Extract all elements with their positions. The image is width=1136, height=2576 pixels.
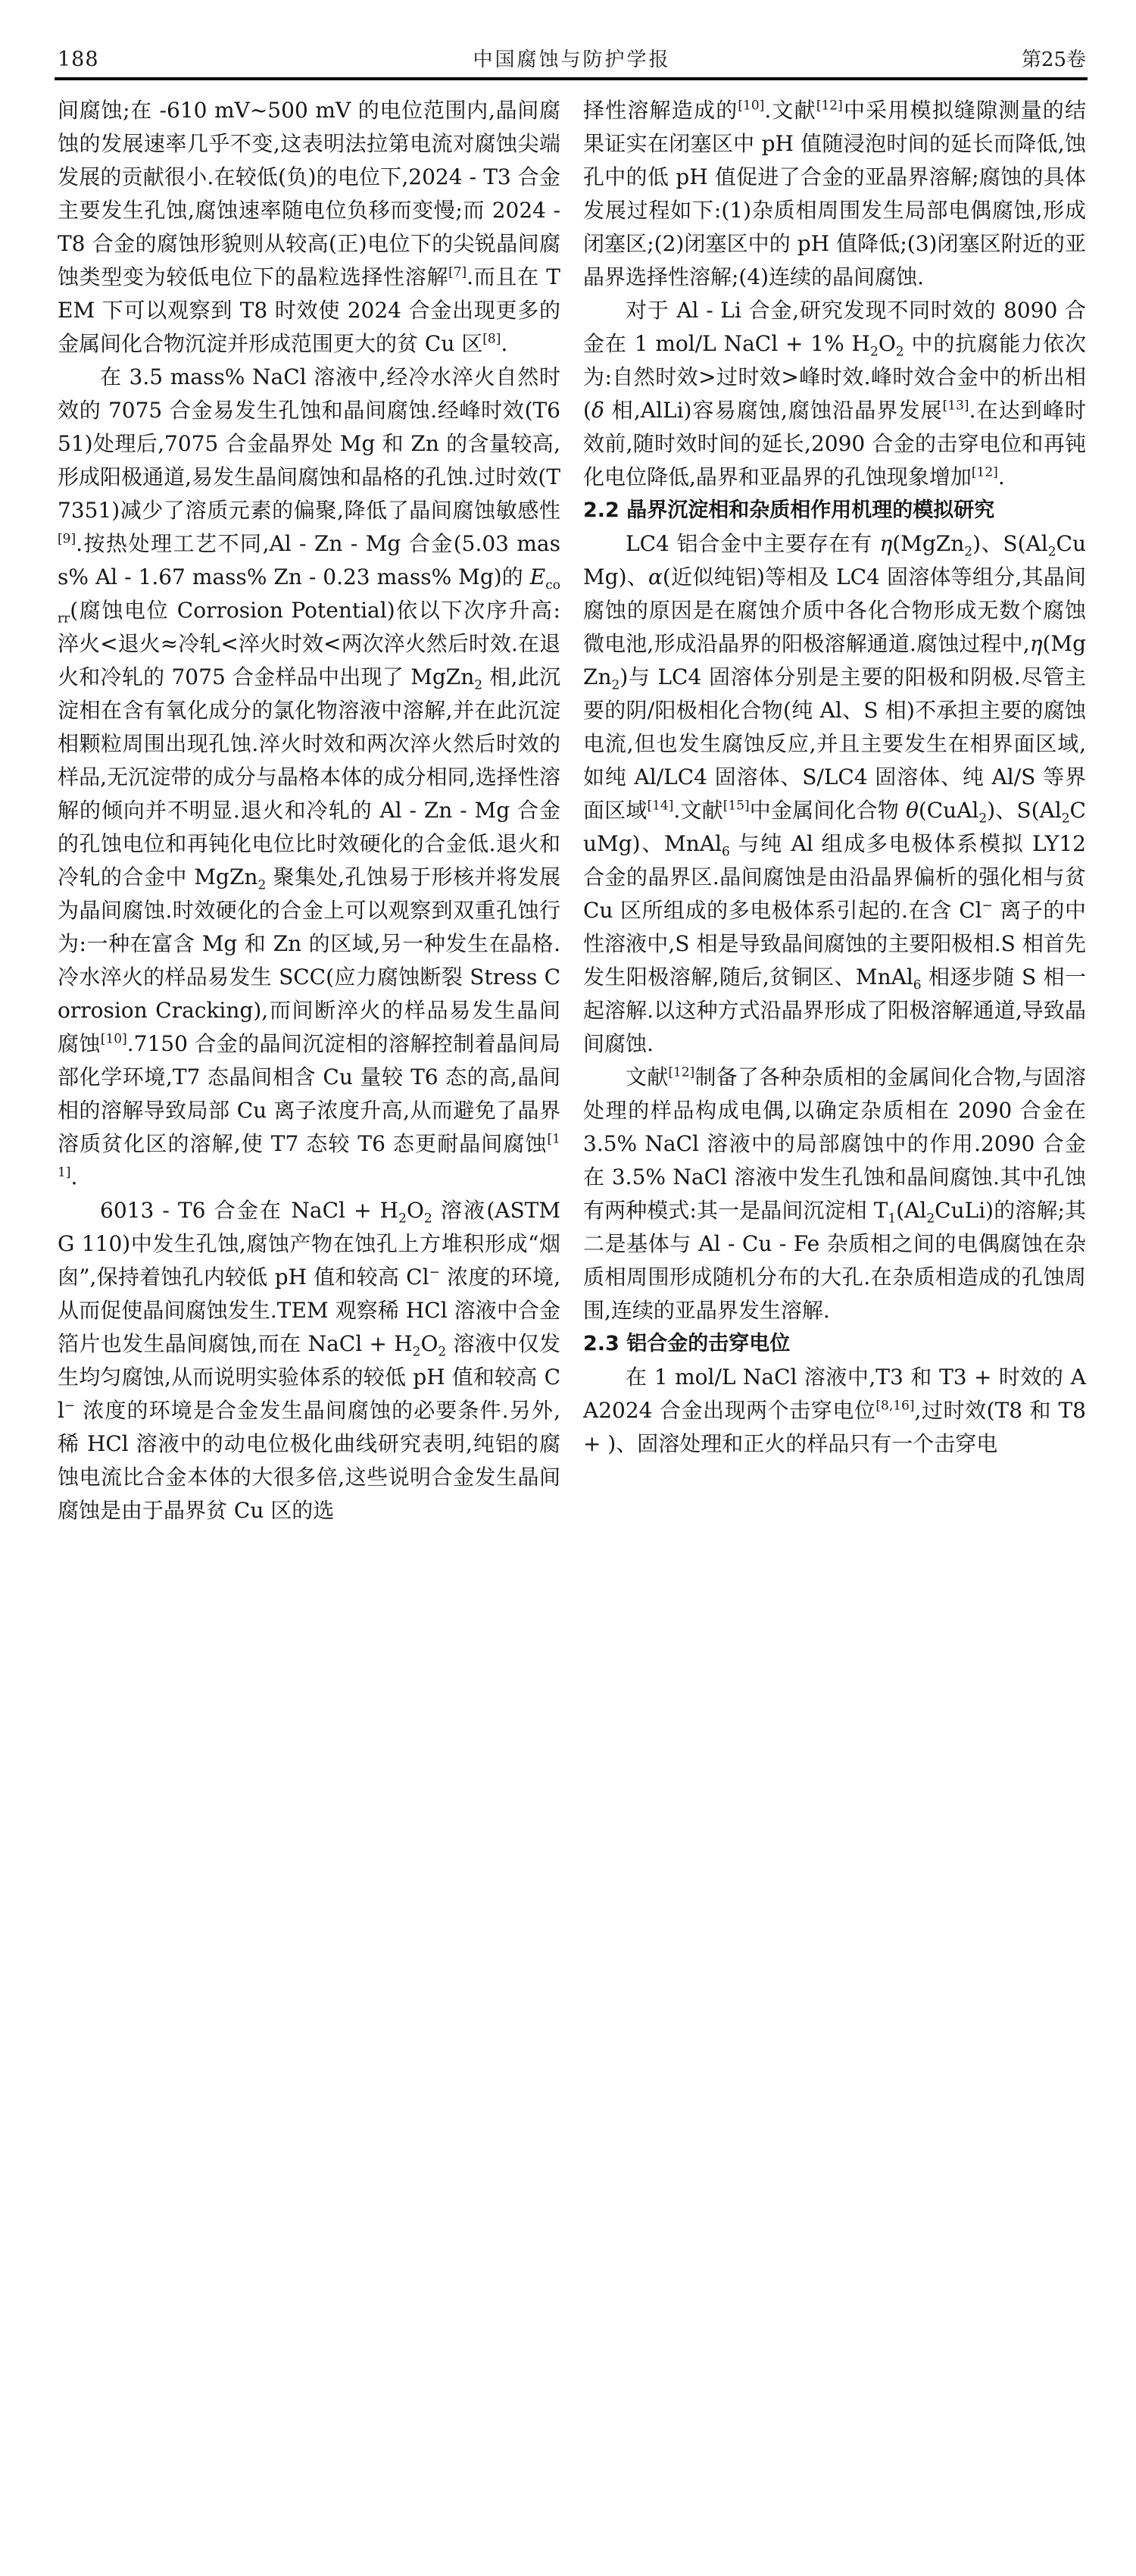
superscript: [12] (971, 464, 998, 480)
subscript: 2 (869, 344, 879, 360)
superscript: − (64, 1398, 76, 1414)
subscript: corr (58, 577, 560, 627)
superscript: [7] (448, 264, 467, 280)
header-rule (55, 77, 1088, 80)
paragraph: 6013 - T6 合金在 NaCl + $H_2O_2$ 溶液(ASTM G 110)中发生孔蚀,腐蚀产物在蚀孔上方堆积形成“烟囱”,保持着蚀孔内较低 pH 值和较高 Cl− 浓度的环境,从而促使晶间腐蚀发生.TEM 观察稀 HCl 溶液中合金箔片也发生晶间腐蚀,而在 NaCl + $H_2O_2$ 溶液中仅发生均匀腐蚀,从而说明实验体系的较低 pH 值和较高 Cl− 浓度的环境是合金发生晶间腐蚀的必要条件.另外,稀 HCl 溶液中的动电位极化曲线研究表明,纯铝的腐蚀电流比合金本体的大很多倍,这些说明合金发生晶间腐蚀是由于晶界贫 Cu 区的选 (58, 1198, 560, 1523)
subscript: 2 (474, 677, 483, 693)
subscript: 2 (1061, 811, 1070, 827)
superscript: [8,16] (875, 1398, 915, 1414)
superscript: [9] (58, 531, 76, 547)
paragraph: 择性溶解造成的[10].文献[12]中采用模拟缝隙测量的结果证实在闭塞区中 pH 值随浸泡时间的延长而降低,蚀孔中的低 pH 值促进了合金的亚晶界溶解;腐蚀的具体发展过程如下:(1)杂质相周围发生局部电偶腐蚀,形成闭塞区;(2)闭塞区中的 pH 值降低;(3)闭塞区附近的亚晶界选择性溶解;(4)连续的晶间腐蚀. (583, 98, 1086, 289)
superscript: [12] (816, 98, 843, 114)
subscript: 2 (257, 877, 267, 893)
superscript: − (429, 1265, 440, 1280)
superscript: − (982, 898, 993, 914)
superscript: [12] (668, 1064, 695, 1080)
superscript: [13] (942, 398, 969, 414)
paragraph: 间腐蚀;在 -610 mV~500 mV 的电位范围内,晶间腐蚀的发展速率几乎不变,这表明法拉第电流对腐蚀尖端发展的贡献很小.在较低(负)的电位下,2024 - T3 合金主要发生孔蚀,腐蚀速率随电位负移而变慢;而 2024 - T8 合金的腐蚀形貌则从较高(正)电位下的尖锐晶间腐蚀类型变为较低电位下的晶粒选择性溶解[7].而且在 TEM 下可以观察到 T8 时效使 2024 合金出现更多的金属间化合物沉淀并形成范围更大的贫 Cu 区[8]. (58, 98, 560, 356)
italic-symbol: η (879, 531, 893, 556)
paragraph: LC4 铝合金中主要存在有 η(MgZn$_2$)、$S(Al_2CuMg)$、α(近似纯铝)等相及 LC4 固溶体等组分,其晶间腐蚀的原因是在腐蚀介质中各化合物形成无数个腐蚀微电池,形成沿晶界的阳极溶解通道.腐蚀过程中,η(MgZn$_2$)与 LC4 固溶体分别是主要的阳极和阴极.尽管主要的阴/阳极相化合物(纯 Al、S 相)不承担主要的腐蚀电流,但也发生腐蚀反应,并且主要发生在相界面区域,如纯 Al/LC4 固溶体、S/LC4 固溶体、纯 Al/S 等界面区域[14].文献[15]中金属间化合物 θ(CuAl$_2$)、$S(Al_2CuMg)$、MnAl$_6$ 与纯 Al 组成多电极体系模拟 LY12 合金的晶界区.晶间腐蚀是由沿晶界偏析的强化相与贫 Cu 区所组成的多电极体系引起的.在含 Cl− 离子的中性溶液中,S 相是导致晶间腐蚀的主要阳极相.S 相首先发生阳极溶解,随后,贫铜区、MnAl$_6$ 相逐步随 S 相一起溶解.以这种方式沿晶界形成了阳极溶解通道,导致晶间腐蚀. (583, 531, 1086, 1056)
volume-label: 第25卷 (1021, 48, 1086, 71)
section-heading: 2.3 铝合金的击穿电位 (583, 1332, 791, 1355)
left-column (58, 94, 560, 1527)
superscript: [15] (722, 798, 750, 814)
subscript: 2 (1047, 544, 1056, 560)
superscript: [10] (100, 1031, 127, 1047)
subscript: 2 (438, 1344, 447, 1360)
page-number: 188 (58, 48, 99, 71)
superscript: [10] (738, 98, 765, 114)
subscript: 6 (913, 977, 922, 993)
subscript: 2 (423, 1211, 432, 1227)
subscript: 2 (926, 1211, 935, 1227)
subscript: 6 (721, 844, 730, 860)
section-heading: 2.2 晶界沉淀相和杂质相作用机理的模拟研究 (583, 499, 995, 522)
subscript: 2 (412, 1344, 421, 1360)
right-column (583, 94, 1086, 1527)
page-header (58, 47, 1086, 73)
italic-symbol: θ (905, 798, 919, 823)
superscript: [14] (647, 798, 674, 814)
paragraph: 在 3.5 mass% NaCl 溶液中,经冷水淬火自然时效的 7075 合金易发生孔蚀和晶间腐蚀.经峰时效(T651)处理后,7075 合金晶界处 Mg 和 Zn 的含量较高,形成阳极通道,易发生晶间腐蚀和晶格的孔蚀.过时效(T7351)减少了溶质元素的偏聚,降低了晶间腐蚀敏感性[9].按热处理工艺不同,Al - Zn - Mg 合金(5.03 mass% Al - 1.67 mass% Zn - 0.23 mass% Mg)的 $E_{corr}$(腐蚀电位 Corrosion Potential)依以下次序升高:淬火<退火≈冷轧<淬火时效<两次淬火然后时效.在退火和冷轧的 7075 合金样品中出现了 MgZn$_2$ 相,此沉淀相在含有氧化成分的氯化物溶液中溶解,并在此沉淀相颗粒周围出现孔蚀.淬火时效和两次淬火然后时效的样品,无沉淀带的成分与晶格本体的成分相同,选择性溶解的倾向并不明显.退火和冷轧的 Al - Zn - Mg 合金的孔蚀电位和再钝化电位比时效硬化的合金低.退火和冷轧的合金中 MgZn$_2$ 聚集处,孔蚀易于形核并将发展为晶间腐蚀.时效硬化的合金上可以观察到双重孔蚀行为:一种在富含 Mg 和 Zn 的区域,另一种发生在晶格.冷水淬火的样品易发生 SCC(应力腐蚀断裂 Stress Corrosion Cracking),而间断淬火的样品易发生晶间腐蚀[10].7150 合金的晶间沉淀相的溶解控制着晶间局部化学环境,T7 态晶间相含 Cu 量较 T6 态的高,晶间相的溶解导致局部 Cu 离子浓度升高,从而避免了晶界溶质贫化区的溶解,使 T7 态较 T6 态更耐晶间腐蚀[11]. (58, 364, 561, 1190)
superscript: [11] (58, 1131, 560, 1180)
subscript: 1 (888, 1211, 897, 1227)
subscript: 2 (611, 677, 620, 693)
italic-symbol: α (648, 564, 663, 589)
italic-symbol: η (1029, 631, 1043, 656)
italic-symbol: E (529, 564, 546, 589)
italic-symbol: δ (591, 398, 604, 423)
paragraph: 文献[12]制备了各种杂质相的金属间化合物,与固溶处理的样品构成电偶,以确定杂质相在 2090 合金在 3.5% NaCl 溶液中的局部腐蚀中的作用.2090 合金在 3.5% NaCl 溶液中发生孔蚀和晶间腐蚀.其中孔蚀有两种模式:其一是晶间沉淀相 $T_1(Al_2CuLi)$的溶解;其二是基体与 Al - Cu - Fe 杂质相之间的电偶腐蚀在杂质相周围形成随机分布的大孔.在杂质相造成的孔蚀周围,连续的亚晶界发生溶解. (583, 1064, 1086, 1323)
subscript: 2 (398, 1211, 407, 1227)
journal-title: 中国腐蚀与防护学报 (473, 48, 671, 71)
subscript: 2 (964, 544, 973, 560)
paragraph: 在 1 mol/L NaCl 溶液中,T3 和 T3 + 时效的 AA2024 合金出现两个击穿电位[8,16],过时效(T8 和 T8 + )、固溶处理和正火的样品只有一个击穿电 (583, 1365, 1086, 1456)
content-columns (58, 94, 1086, 1527)
superscript: [8] (482, 331, 501, 347)
subscript: 2 (895, 344, 904, 360)
paragraph: 对于 Al - Li 合金,研究发现不同时效的 8090 合金在 1 mol/L NaCl + 1% $H_2O_2$ 中的抗腐能力依次为:自然时效>过时效>峰时效.峰时效合金中的析出相(δ 相,AlLi)容易腐蚀,腐蚀沿晶界发展[13].在达到峰时效前,随时效时间的延长,2090 合金的击穿电位和再钝化电位降低,晶界和亚晶界的孔蚀现象增加[12]. (583, 298, 1087, 489)
subscript: 2 (978, 811, 988, 827)
